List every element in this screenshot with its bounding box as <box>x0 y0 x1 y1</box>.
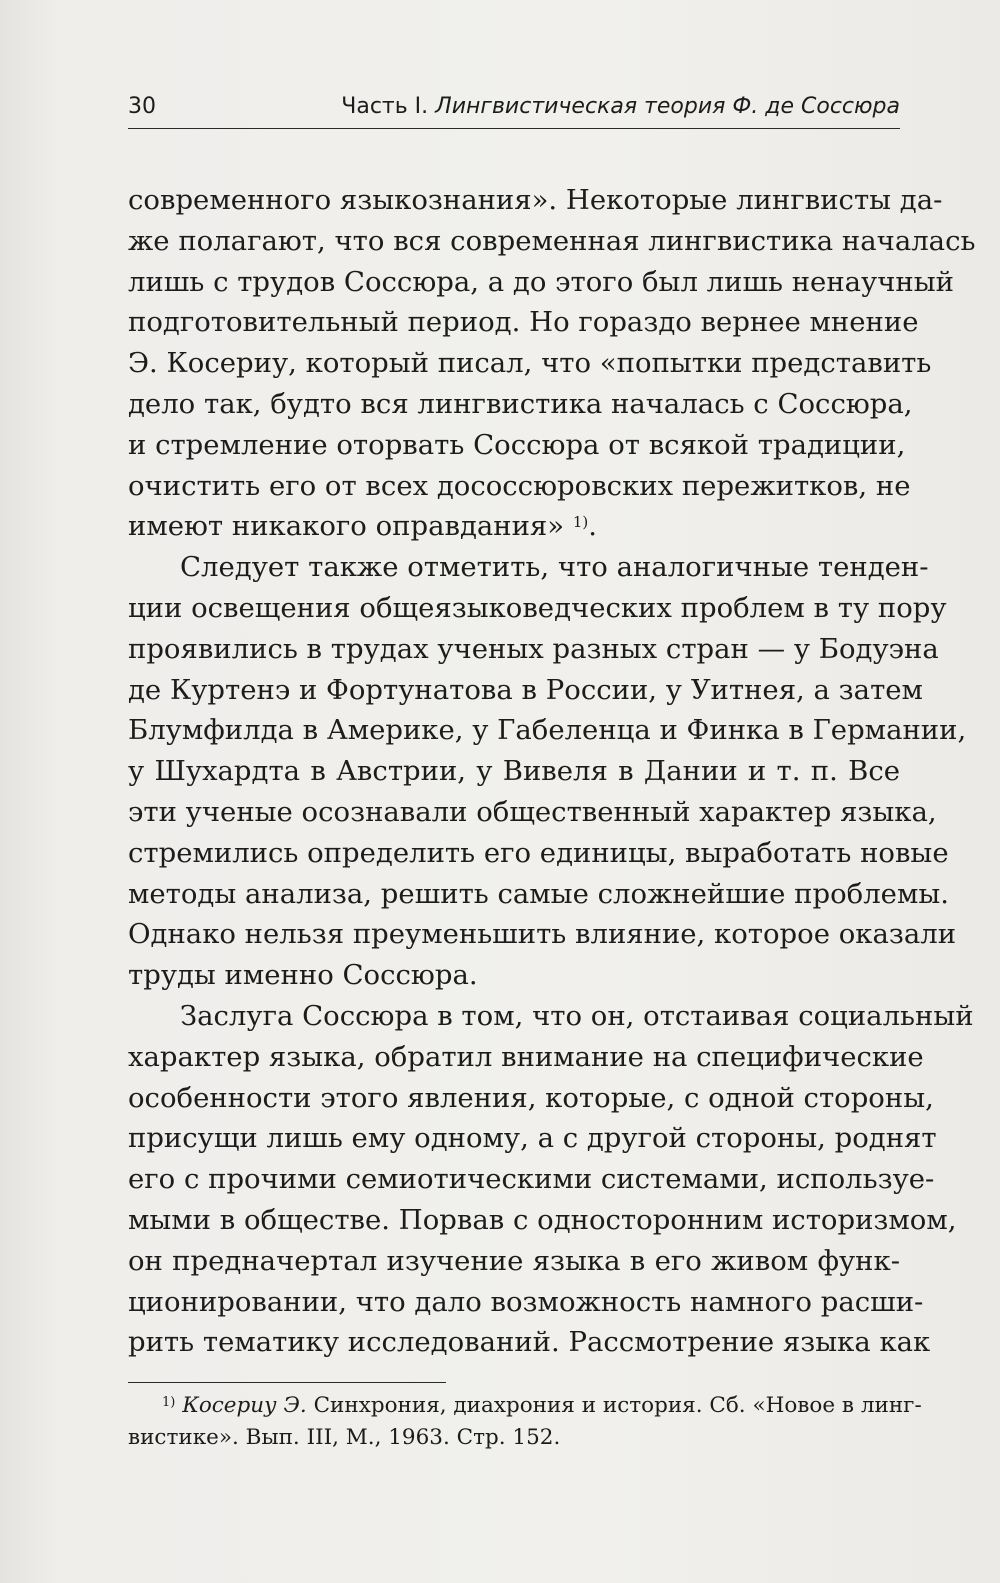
text-line: ции освещения общеязыковедческих проблем в ту пору <box>128 591 947 624</box>
text-line: у Шухардта в Австрии, у Вивеля в Дании и т. п. Все <box>128 755 900 788</box>
text-line: подготовительный период. Но гораздо вернее мнение <box>128 306 919 339</box>
text-line: стремились определить его единицы, выработать новые <box>128 836 949 869</box>
text-line: ционировании, что дало возможность намного расши- <box>128 1285 924 1318</box>
text-line: Блумфилда в Америке, у Габеленца и Финка в Германии, <box>128 714 967 747</box>
paragraph-3 <box>128 996 974 1363</box>
page-number: 30 <box>128 94 156 119</box>
running-head <box>128 86 900 129</box>
section-title: Лингвистическая теория Ф. де Соссюра <box>435 94 900 119</box>
text-line: Э. Косериу, который писал, что «попытки представить <box>128 347 932 380</box>
footnote-text: Синхрония, диахрония и история. Сб. «Новое в линг- <box>313 1393 922 1418</box>
body-text <box>128 180 976 1363</box>
running-title <box>341 86 900 128</box>
text-line: проявились в трудах ученых разных стран — у Бодуэна <box>128 632 939 665</box>
text-line: мыми в обществе. Порвав с односторонним историзмом, <box>128 1203 957 1236</box>
text-line: Следует также отметить, что аналогичные тенден- <box>180 551 929 584</box>
text-line: присущи лишь ему одному, а с другой стороны, роднят <box>128 1122 937 1155</box>
text-line: очистить его от всех дососсюровских пережитков, не <box>128 469 911 502</box>
footnote-marker: 1) <box>162 1395 176 1410</box>
text-line: особенности этого явления, которые, с одной стороны, <box>128 1081 934 1114</box>
text-line: характер языка, обратил внимание на специфические <box>128 1040 924 1073</box>
text-line: труды именно Соссюра. <box>128 959 478 992</box>
footnote-divider <box>128 1382 446 1383</box>
paragraph-1 <box>128 180 976 547</box>
text-line: лишь с трудов Соссюра, а до этого был лишь ненаучный <box>128 265 954 298</box>
text-line: он предначертал изучение языка в его живом функ- <box>128 1244 900 1277</box>
text-line: и стремление оторвать Соссюра от всякой традиции, <box>128 428 906 461</box>
text-line: Заслуга Соссюра в том, что он, отстаивая социальный <box>180 999 974 1032</box>
text-line: Однако нельзя преуменьшить влияние, которое оказали <box>128 918 957 951</box>
text-line: методы анализа, решить самые сложнейшие проблемы. <box>128 877 949 910</box>
text-line: же полагают, что вся современная лингвистика началась <box>128 224 976 257</box>
footnote-line <box>128 1390 922 1422</box>
footnote-line: вистике». Вып. III, М., 1963. Стр. 152. <box>128 1425 561 1450</box>
text-line: его с прочими семиотическими системами, используе- <box>128 1163 935 1196</box>
paragraph-2 <box>128 547 967 996</box>
text-fragment: имеют никакого оправдания» <box>128 510 565 543</box>
footnote-reference[interactable]: 1) <box>572 513 589 532</box>
text-line: рить тематику исследований. Рассмотрение языка как <box>128 1326 931 1359</box>
footnote-author: Косериу Э. <box>182 1393 307 1418</box>
footnote <box>128 1390 922 1454</box>
text-fragment: . <box>588 510 598 543</box>
text-line <box>128 506 900 547</box>
text-line: современного языкознания». Некоторые лингвисты да- <box>128 184 943 216</box>
text-line: эти ученые осознавали общественный характер языка, <box>128 795 937 828</box>
part-label: Часть I. <box>341 94 429 119</box>
text-line: дело так, будто вся лингвистика началась с Соссюра, <box>128 387 913 420</box>
text-line: де Куртенэ и Фортунатова в России, у Уитнея, а затем <box>128 673 923 706</box>
